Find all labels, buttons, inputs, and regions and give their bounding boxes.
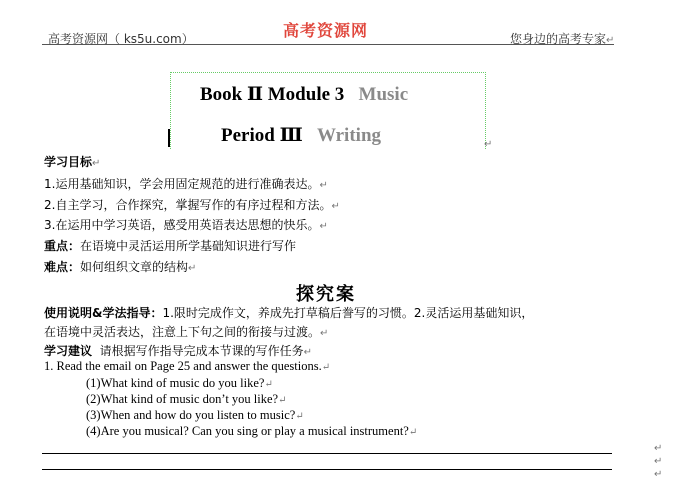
- task-question: [86, 424, 417, 439]
- paragraph-mark-icon: ↵: [303, 347, 313, 358]
- objective-item: [44, 175, 328, 192]
- advice-label: 学习建议: [44, 344, 93, 358]
- paragraph-mark-icon: ↵: [606, 35, 615, 46]
- task-question-text: (3)When and how do you listen to music?: [86, 408, 296, 422]
- paragraph-mark-icon: ↵: [321, 362, 331, 373]
- difficulty-point: [44, 258, 196, 275]
- usage-instructions: [44, 304, 533, 321]
- title-music: Music: [358, 84, 409, 105]
- header-right-label: 您身边的高考专家: [510, 32, 607, 46]
- usage-instructions-cont: [44, 323, 328, 340]
- title-line-2: [221, 124, 381, 147]
- title-period: Period Ⅲ: [221, 125, 303, 146]
- task-intro-text: 1. Read the email on Page 25 and answer the questions.: [44, 359, 322, 373]
- header-rule: [42, 44, 614, 45]
- objectives-heading: [44, 153, 100, 170]
- paragraph-mark-icon: ↵: [654, 469, 663, 480]
- objective-item: [44, 196, 340, 213]
- difficulty-label: 难点：: [44, 260, 81, 274]
- title-line-1: [200, 83, 408, 106]
- section-heading: 探究案: [296, 284, 356, 305]
- usage-line-1: 1.限时完成作文，养成先打草稿后誊写的习惯。2.灵活运用基础知识，: [162, 306, 534, 320]
- site-logo: 高考资源网: [283, 21, 369, 40]
- advice-text: 请根据写作指导完成本节课的写作任务: [99, 344, 304, 358]
- objective-item-text: 1.运用基础知识，学会用固定规范的进行准确表达。: [44, 177, 320, 191]
- header-left-text: 高考资源网（ ks5u.com）: [48, 32, 194, 46]
- task-intro: [44, 359, 330, 374]
- writing-line: [42, 469, 612, 470]
- study-advice: [44, 342, 312, 359]
- paragraph-mark-icon: ↵: [320, 328, 329, 339]
- objective-item-text: 3.在运用中学习英语，感受用英语表达思想的快乐。: [44, 218, 320, 232]
- title-book-module: Book Ⅱ Module 3: [200, 84, 345, 105]
- paragraph-mark-icon: ↵: [484, 139, 493, 150]
- usage-label: 使用说明&学法指导：: [44, 306, 163, 320]
- objective-item: [44, 216, 328, 233]
- task-question: [86, 376, 273, 391]
- text-cursor: [168, 129, 170, 147]
- task-question-text: (4)Are you musical? Can you sing or play a musical instrument?: [86, 424, 409, 438]
- paragraph-mark-icon: ↵: [331, 201, 340, 212]
- paragraph-mark-icon: ↵: [319, 221, 328, 232]
- title-writing: Writing: [316, 125, 382, 146]
- paragraph-mark-icon: ↵: [408, 427, 418, 438]
- task-question-text: (1)What kind of music do you like?: [86, 376, 265, 390]
- key-point-label: 重点：: [44, 239, 81, 253]
- task-question-text: (2)What kind of music don’t you like?: [86, 392, 279, 406]
- paragraph-mark-icon: ↵: [654, 456, 663, 467]
- objectives-heading-label: 学习目标: [44, 155, 93, 169]
- paragraph-mark-icon: ↵: [278, 395, 287, 406]
- paragraph-mark-icon: ↵: [188, 263, 197, 274]
- key-point: [44, 237, 296, 254]
- difficulty-text: 如何组织文章的结构: [80, 260, 189, 274]
- usage-line-2: 在语境中灵活表达，注意上下句之间的衔接与过渡。: [44, 325, 321, 339]
- paragraph-mark-icon: ↵: [264, 379, 273, 390]
- objective-item-text: 2.自主学习，合作探究，掌握写作的有序过程和方法。: [44, 198, 332, 212]
- key-point-text: 在语境中灵活运用所学基础知识进行写作: [80, 239, 297, 253]
- task-question: [86, 408, 304, 423]
- paragraph-mark-icon: ↵: [654, 443, 663, 454]
- paragraph-mark-icon: ↵: [92, 158, 101, 169]
- paragraph-mark-icon: ↵: [319, 180, 328, 191]
- writing-line: [42, 453, 612, 454]
- paragraph-mark-icon: ↵: [295, 411, 304, 422]
- task-question: [86, 392, 286, 407]
